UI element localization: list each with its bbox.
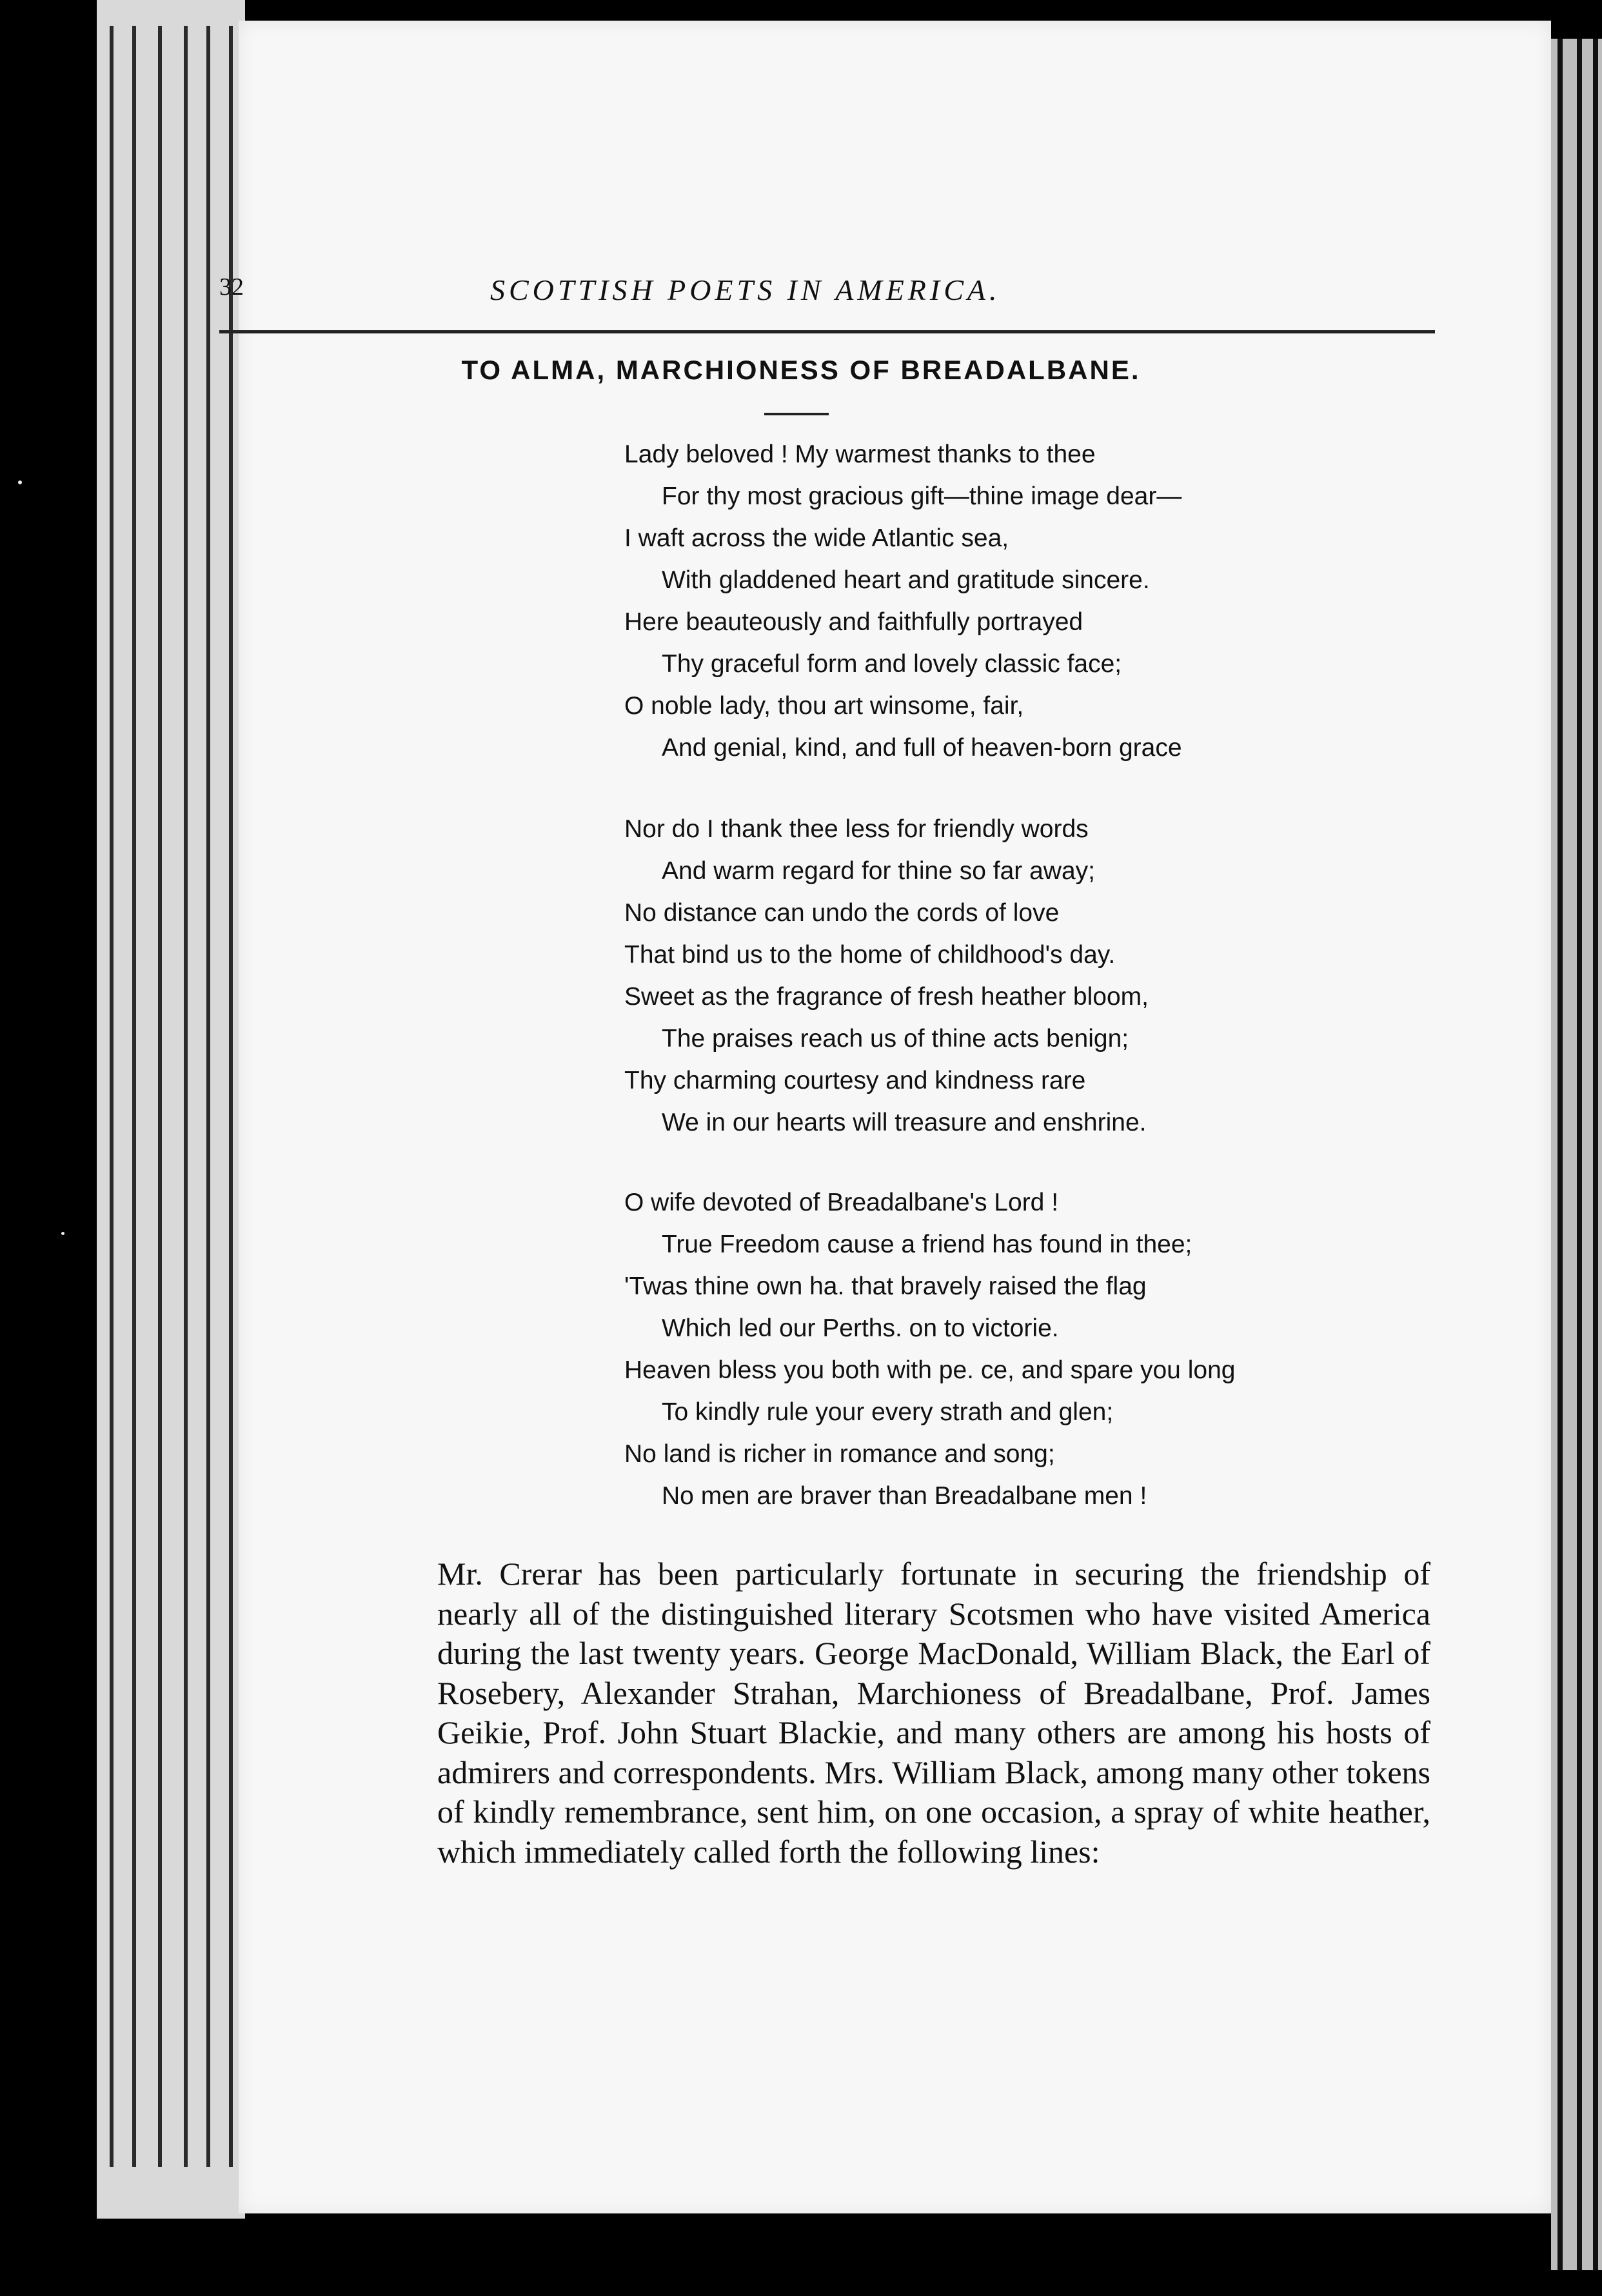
poem-line: Thy charming courtesy and kindness rare (624, 1067, 1086, 1094)
poem-line: Which led our Perths. on to victorie. (662, 1314, 1059, 1342)
title-rule (764, 413, 829, 415)
body-paragraph: Mr. Crerar has been particularly fortunate in securing the friendship of nearly all of the distinguished literary Scotsmen who have visited America during the last twenty years. George MacDonald, William Black, the Earl of Rosebery, Alexander Strahan, Marchioness of Breadalbane, Prof. James Geikie, Prof. John Stuart Blackie, and many others are among his hosts of admirers and correspondents. Mrs. William Black, among many other tokens of kindly remembrance, sent him, on one occasion, a spray of white heather, which immediately called forth the following lines: (437, 1556, 1430, 1870)
poem-line: No land is richer in romance and song; (624, 1440, 1055, 1468)
poem-line: That bind us to the home of childhood's day. (624, 941, 1116, 969)
scan-speck (61, 1232, 64, 1235)
header-rule (219, 330, 1435, 333)
poem-line: With gladdened heart and gratitude sincere. (662, 566, 1150, 594)
running-head (219, 261, 1435, 306)
poem-line: Lady beloved ! My warmest thanks to thee (624, 440, 1096, 468)
poem-stanza-1 (624, 433, 1372, 769)
poem-line: The praises reach us of thine acts benign; (662, 1025, 1129, 1053)
page-number: 32 (219, 273, 244, 301)
page-edge-line (229, 26, 233, 2167)
poem-line: Sweet as the fragrance of fresh heather bloom, (624, 983, 1149, 1011)
poem-line: Heaven bless you both with pe. ce, and spare you long (624, 1356, 1236, 1384)
scan-speck (18, 480, 22, 484)
poem-stanza-3 (624, 1182, 1372, 1517)
poem-line: Nor do I thank thee less for friendly words (624, 815, 1089, 843)
poem-line: I waft across the wide Atlantic sea, (624, 524, 1009, 552)
poem-line: For thy most gracious gift—thine image dear— (662, 482, 1182, 510)
page-edge-line (184, 26, 188, 2167)
poem-line: True Freedom cause a friend has found in thee; (662, 1231, 1192, 1258)
poem-line: Here beauteously and faithfully portrayed (624, 608, 1083, 636)
poem-title: TO ALMA, MARCHIONESS OF BREADALBANE. (461, 355, 1141, 385)
poem-line: To kindly rule your every strath and glen; (662, 1398, 1114, 1426)
poem-line: O noble lady, thou art winsome, fair, (624, 692, 1024, 720)
poem-stanza-2 (624, 808, 1372, 1143)
poem-line: And genial, kind, and full of heaven-born grace (662, 734, 1182, 762)
poem-line: O wife devoted of Breadalbane's Lord ! (624, 1189, 1059, 1216)
running-title: SCOTTISH POETS IN AMERICA. (490, 273, 1001, 306)
page-edge-line (158, 26, 162, 2167)
poem-line: No distance can undo the cords of love (624, 899, 1060, 927)
poem-line: And warm regard for thine so far away; (662, 857, 1095, 885)
page-edge-line (132, 26, 136, 2167)
poem-line: We in our hearts will treasure and enshrine. (662, 1109, 1147, 1136)
poem-line: Thy graceful form and lovely classic face; (662, 650, 1122, 678)
page-edge-line (110, 26, 114, 2167)
page-edge-line (206, 26, 210, 2167)
poem-line: 'Twas thine own ha. that bravely raised the flag (624, 1272, 1147, 1300)
poem-line: No men are braver than Breadalbane men ! (662, 1482, 1147, 1510)
